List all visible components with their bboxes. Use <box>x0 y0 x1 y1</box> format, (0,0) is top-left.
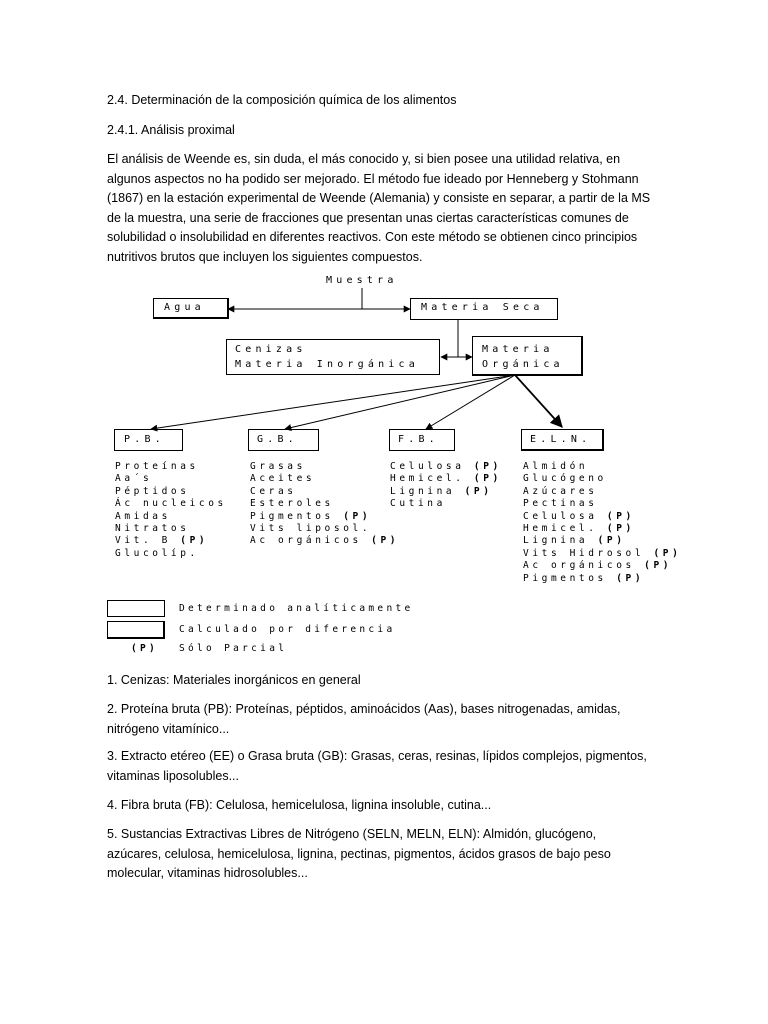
eln-item: Glucógeno <box>523 473 607 485</box>
eln-item: Vits Hidrosol (P) <box>523 547 682 559</box>
eln-list <box>523 461 681 585</box>
pb-item: Ác nucleicos <box>115 498 227 510</box>
numbered-line: vitaminas liposolubles... <box>107 768 240 783</box>
eln-item: Ac orgánicos (P) <box>523 560 673 572</box>
eln-item: Pectinas <box>523 498 598 510</box>
materia-organica-label-1: Materia <box>482 344 554 355</box>
muestra-node: Muestra <box>326 275 398 286</box>
numbered-line: nitrógeno vitamínico... <box>107 721 230 736</box>
eln-label: E.L.N. <box>530 434 592 445</box>
gb-item: Vits liposol. <box>250 523 372 535</box>
gb-label: G.B. <box>257 434 298 445</box>
numbered-line: azúcares, celulosa, hemicelulosa, lignina, pectinas, pigmentos, ácidos grasos de bajo peso <box>107 846 611 861</box>
eln-item: Pigmentos (P) <box>523 572 645 584</box>
pb-list <box>115 461 227 560</box>
pb-item: Amidas <box>115 510 171 522</box>
numbered-line: 5. Sustancias Extractivas Libres de Nitrógeno (SELN, MELN, ELN): Almidón, glucógeno, <box>107 827 597 841</box>
pb-label: P.B. <box>124 434 165 445</box>
numbered-item <box>107 825 667 884</box>
materia-organica-label-2: Orgánica <box>482 359 564 370</box>
fb-label: F.B. <box>398 434 439 445</box>
legend-parcial-symbol: (P) <box>131 643 159 654</box>
gb-item: Grasas <box>250 461 306 472</box>
pb-item: Glucolíp. <box>115 547 199 559</box>
gb-item: Ceras <box>250 485 297 497</box>
agua-label: Agua <box>164 302 205 313</box>
gb-list <box>250 461 399 548</box>
eln-item: Azúcares <box>523 485 598 497</box>
numbered-line: 4. Fibra bruta (FB): Celulosa, hemicelulosa, lignina insoluble, cutina... <box>107 798 492 812</box>
fb-item: Celulosa (P) <box>390 461 502 472</box>
legend-determinado-swatch <box>107 600 165 617</box>
eln-item: Hemicel. (P) <box>523 523 635 535</box>
subsection-heading: 2.4.1. Análisis proximal <box>107 123 235 137</box>
numbered-line: 3. Extracto etéreo (EE) o Grasa bruta (GB): Grasas, ceras, resinas, lípidos complejos, pigmentos, <box>107 749 647 763</box>
pb-item: Vit. B (P) <box>115 535 209 547</box>
pb-item: Proteínas <box>115 461 199 472</box>
numbered-item <box>107 747 667 786</box>
numbered-line: molecular, vitaminas hidrosolubles... <box>107 866 308 880</box>
intro-line: algunos aspectos no ha podido ser mejorado. El método fue ideado por Henneberg y Stohmann <box>107 171 639 186</box>
fb-item: Hemicel. (P) <box>390 473 502 485</box>
legend-calculado-label: Calculado por diferencia <box>179 624 396 635</box>
pb-item: Aa´s <box>115 473 153 485</box>
numbered-line: 1. Cenizas: Materiales inorgánicos en general <box>107 673 361 687</box>
legend-calculado-swatch <box>107 621 165 639</box>
legend-determinado-label: Determinado analíticamente <box>179 603 414 614</box>
materia-inorganica-label: Materia Inorgánica <box>235 359 419 370</box>
fb-list <box>390 461 502 511</box>
intro-line: solubilidad o insolubilidad en diferentes reactivos. Con este método se obtienen cinco principios <box>107 230 638 244</box>
gb-item: Ac orgánicos (P) <box>250 535 400 547</box>
numbered-item <box>107 700 667 739</box>
intro-line: de la muestra, una serie de fracciones que presentan unas ciertas características comunes de <box>107 210 629 225</box>
intro-line: (1867) en la estación experimental de Weende (Alemania) y consiste en separar, a partir de la MS <box>107 191 651 205</box>
numbered-item <box>107 796 667 816</box>
gb-item: Aceites <box>250 473 316 485</box>
cenizas-label: Cenizas <box>235 344 307 355</box>
eln-item: Celulosa (P) <box>523 510 635 522</box>
materia-seca-label: Materia Seca <box>421 302 544 313</box>
legend-parcial-label: Sólo Parcial <box>179 643 288 654</box>
section-heading: 2.4. Determinación de la composición química de los alimentos <box>107 93 457 107</box>
eln-item: Almidón <box>523 461 589 472</box>
eln-item: Lignina (P) <box>523 535 626 547</box>
pb-item: Nitratos <box>115 523 190 535</box>
numbered-item <box>107 671 667 691</box>
fb-item: Lignina (P) <box>390 485 493 497</box>
numbered-line: 2. Proteína bruta (PB): Proteínas, péptidos, aminoácidos (Aas), bases nitrogenadas, amidas, <box>107 702 621 716</box>
gb-item: Pigmentos (P) <box>250 510 372 522</box>
gb-item: Esteroles <box>250 498 334 510</box>
intro-line: El análisis de Weende es, sin duda, el más conocido y, si bien posee una utilidad relativa, en <box>107 152 621 166</box>
fb-item: Cutina <box>390 498 446 510</box>
pb-item: Péptidos <box>115 485 190 497</box>
intro-line: nutritivos brutos que incluyen los siguientes compuestos. <box>107 249 423 264</box>
